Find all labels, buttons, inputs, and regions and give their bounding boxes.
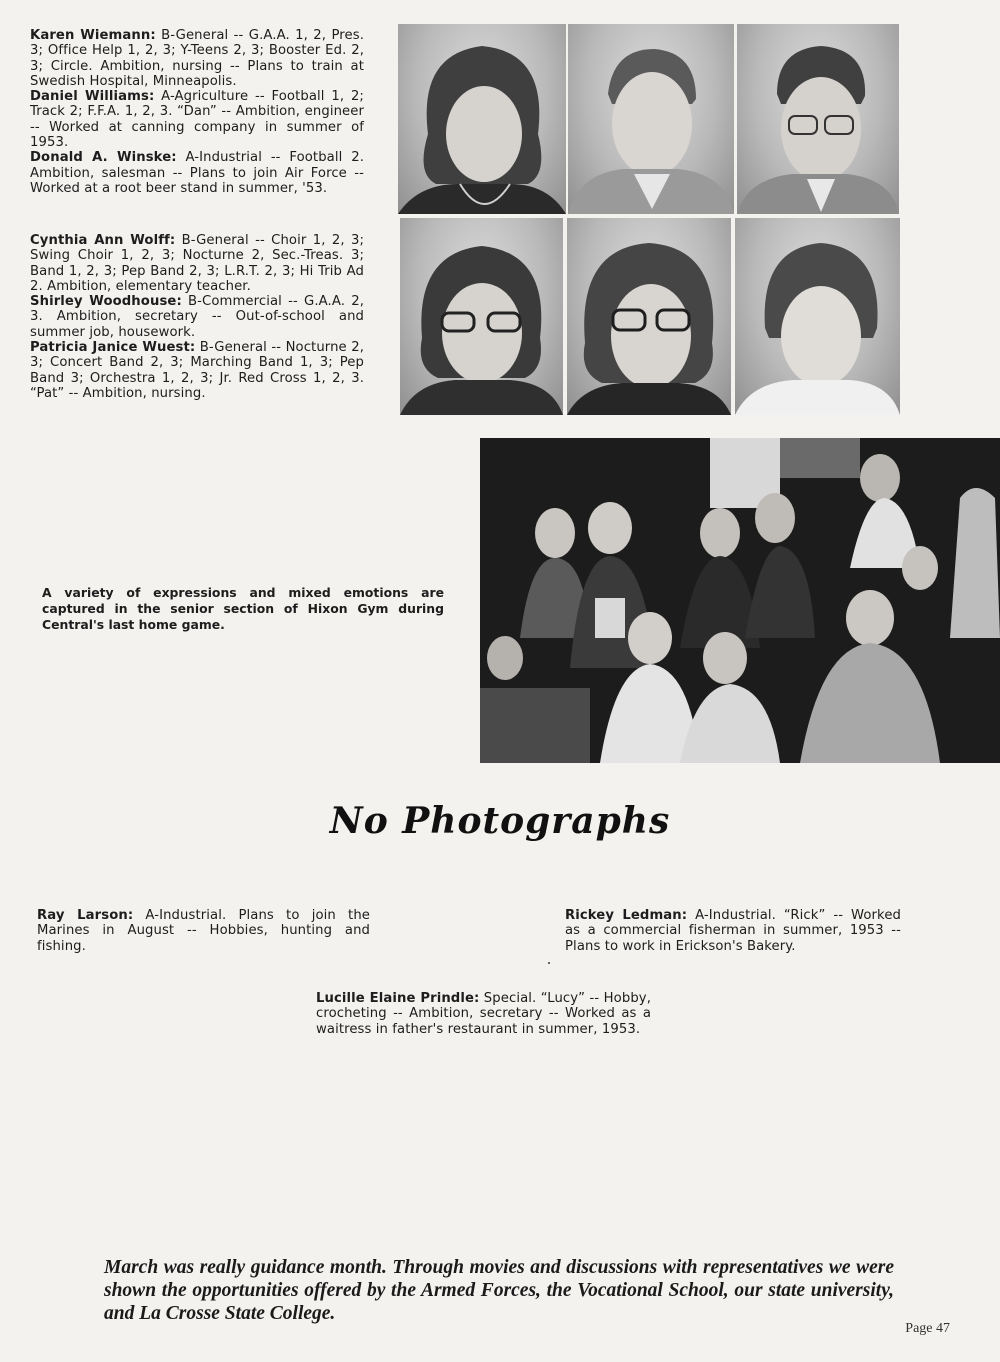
portrait-svg — [735, 218, 900, 415]
portrait-photo-donald-winske — [737, 24, 899, 214]
bio-ray-larson — [37, 908, 370, 954]
stray-dot — [548, 962, 550, 964]
photo-caption: A variety of expressions and mixed emotions are captured in the senior section of Hixon Gym during Central's last home game. — [42, 585, 444, 632]
bio-name: Lucille Elaine Prindle: — [316, 991, 480, 1006]
portrait-photo-shirley-woodhouse — [567, 218, 731, 415]
bio-name: Rickey Ledman: — [565, 908, 688, 923]
bio-paragraph — [316, 991, 651, 1037]
portrait-svg — [737, 24, 899, 214]
portrait-svg — [567, 218, 731, 415]
bio-rickey-ledman — [565, 908, 901, 954]
bio-group-1 — [30, 28, 364, 196]
portrait-photo-patricia-wuest — [735, 218, 900, 415]
bio-donald-winske — [30, 150, 364, 196]
portrait-svg — [568, 24, 734, 214]
bio-text: B-Commercial -- G.A.A. 2, 3. Ambition, secretary -- Out-of-school and summer job, housework. — [30, 294, 364, 340]
bio-name: Ray Larson: — [37, 908, 134, 923]
bio-shirley-woodhouse — [30, 294, 364, 340]
bio-text: A-Industrial. “Rick” -- Worked as a commercial fisherman in summer, 1953 -- Plans to work in Erickson's Bakery. — [565, 908, 902, 954]
portrait-photo-karen-wiemann — [398, 24, 566, 214]
bio-name: Donald A. Winske: — [30, 150, 177, 166]
portrait-photo-daniel-williams — [568, 24, 734, 214]
bio-text: B-General -- Nocturne 2, 3; Concert Band 2, 3; Marching Band 1, 3; Pep Band 3; Orchestra 1, 2, 3; Jr. Red Cross 1, 2, 3. “Pat” -- Ambition, nursing. — [30, 340, 364, 401]
bio-name: Cynthia Ann Wolff: — [30, 233, 176, 248]
page-number: Page 47 — [905, 1321, 950, 1336]
no-photographs-heading: No Photographs — [329, 800, 671, 842]
bio-paragraph — [37, 908, 370, 954]
bio-lucille-prindle — [316, 991, 651, 1037]
bio-paragraph — [565, 908, 901, 954]
bio-daniel-williams — [30, 89, 364, 150]
bio-name: Shirley Woodhouse: — [30, 294, 182, 310]
crowd-svg — [480, 438, 1000, 763]
portrait-svg — [400, 218, 563, 415]
bio-name: Patricia Janice Wuest: — [30, 340, 196, 356]
bio-name: Daniel Williams: — [30, 89, 155, 105]
bio-cynthia-wolff — [30, 233, 364, 294]
portrait-photo-cynthia-wolff — [400, 218, 563, 415]
footer-paragraph: March was really guidance month. Through movies and discussions with representatives we were shown the opportunities offered by the Armed Forces, the Vocational School, our state university, and La Crosse State College. — [104, 1257, 894, 1324]
bio-text: Special. “Lucy” -- Hobby, crocheting -- Ambition, secretary -- Worked as a waitress in father's restaurant in summer, 1953. — [316, 991, 651, 1037]
bio-text: A-Industrial. Plans to join the Marines in August -- Hobbies, hunting and fishing. — [37, 908, 370, 954]
bio-text: B-General -- G.A.A. 1, 2, Pres. 3; Office Help 1, 2, 3; Y-Teens 2, 3; Booster Ed. 2, 3; Circle. Ambition, nursing -- Plans to train at Swedish Hospital, Minneapolis. — [30, 28, 364, 89]
bio-text: A-Industrial -- Football 2. Ambition, salesman -- Plans to join Air Force -- Worked at a root beer stand in summer, '53. — [30, 150, 364, 196]
bio-text: B-General -- Choir 1, 2, 3; Swing Choir 1, 2, 3; Nocturne 2, Sec.-Treas. 3; Band 1, 2, 3; Pep Band 2, 3; L.R.T. 2, 3; Hi Trib Ad 2. Ambition, elementary teacher. — [30, 233, 364, 294]
bio-text: A-Agriculture -- Football 1, 2; Track 2; F.F.A. 1, 2, 3. “Dan” -- Ambition, engineer -- Worked at canning company in summer of 1953. — [30, 89, 364, 151]
crowd-photo — [480, 438, 1000, 763]
bio-patricia-wuest — [30, 340, 364, 401]
bio-name: Karen Wiemann: — [30, 28, 156, 43]
bio-karen-wiemann — [30, 28, 364, 89]
portrait-svg — [398, 24, 566, 214]
bio-group-2 — [30, 233, 364, 401]
